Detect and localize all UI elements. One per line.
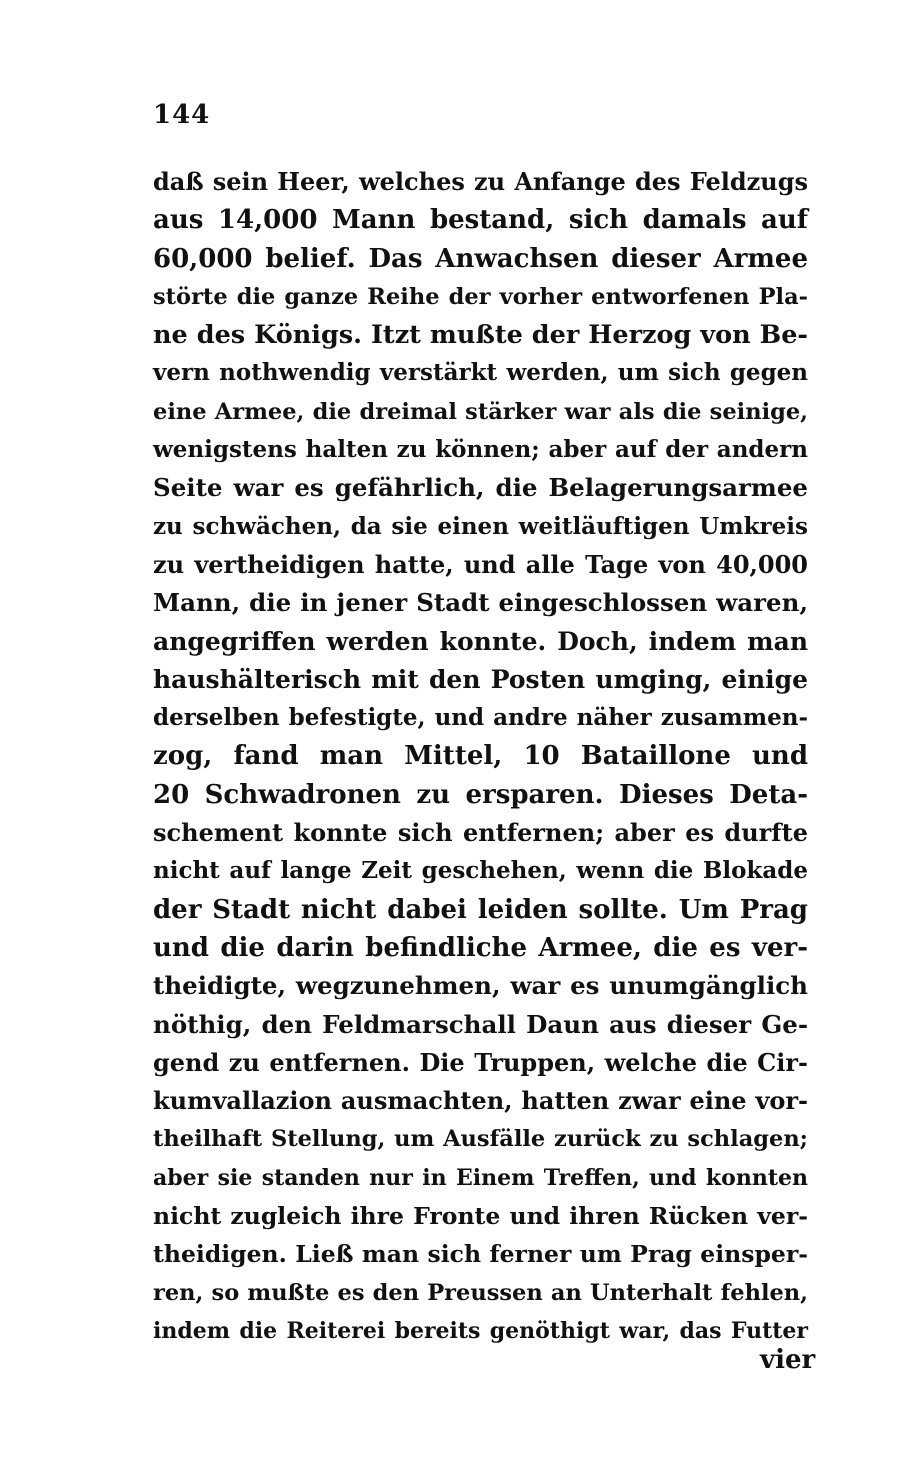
text-line: Seite war es gefährlich, die Belagerungsarmee [153,473,808,503]
text-line: theidigte, wegzunehmen, war es unumgänglich [153,971,808,1001]
text-line: Mann, die in jener Stadt eingeschlossen waren, [153,588,808,618]
text-line: wenigstens halten zu können; aber auf der andern [153,436,808,464]
text-line: zog, fand man Mittel, 10 Bataillone und [153,741,808,772]
text-line: und die darin befindliche Armee, die es ver- [153,932,808,963]
text-line: nöthig, den Feldmarschall Daun aus dieser Ge- [153,1009,808,1039]
text-line: daß sein Heer, welches zu Anfange des Feldzugs [153,167,808,196]
text-line: gend zu entfernen. Die Truppen, welche die Cir- [153,1047,808,1077]
text-line: aber sie standen nur in Einem Treffen, und konnten [153,1164,808,1191]
catchword: vier [760,1345,816,1375]
page-number: 144 [153,100,211,130]
text-line: zu schwächen, da sie einen weitläuftigen Umkreis [153,512,808,540]
text-line: indem die Reiterei bereits genöthigt war, das Futter [153,1317,808,1344]
text-line: ne des Königs. Itzt mußte der Herzog von Be- [153,320,808,351]
text-line: theilhaft Stellung, um Ausfälle zurück zu schlagen; [153,1126,808,1153]
text-line: aus 14,000 Mann bestand, sich damals auf [153,205,808,236]
body-text [153,163,808,1350]
text-line: derselben befestigte, und andre näher zusammen- [153,704,808,732]
text-line: ren, so mußte es den Preussen an Unterhalt fehlen, [153,1279,808,1306]
text-line: zu vertheidigen hatte, und alle Tage von 40,000 [153,549,808,579]
text-line: nicht auf lange Zeit geschehen, wenn die Blokade [153,857,808,885]
text-line: kumvallazion ausmachten, hatten zwar eine vor- [153,1086,808,1116]
text-line: haushälterisch mit den Posten umging, einige [153,664,808,694]
text-line: 60,000 belief. Das Anwachsen dieser Armee [153,243,808,274]
text-line: vern nothwendig verstärkt werden, um sich gegen [153,359,808,387]
text-line: störte die ganze Reihe der vorher entworfenen Pla- [153,283,808,310]
text-line: theidigen. Ließ man sich ferner um Prag einsper- [153,1240,808,1269]
text-line: eine Armee, die dreimal stärker war als die seinige, [153,398,808,425]
text-line: nicht zugleich ihre Fronte und ihren Rücken ver- [153,1202,808,1231]
text-line: angegriffen werden konnte. Doch, indem man [153,626,808,656]
text-line: der Stadt nicht dabei leiden sollte. Um Prag [153,894,808,925]
text-line: schement konnte sich entfernen; aber es durfte [153,818,808,848]
text-line: 20 Schwadronen zu ersparen. Dieses Deta- [153,779,808,810]
